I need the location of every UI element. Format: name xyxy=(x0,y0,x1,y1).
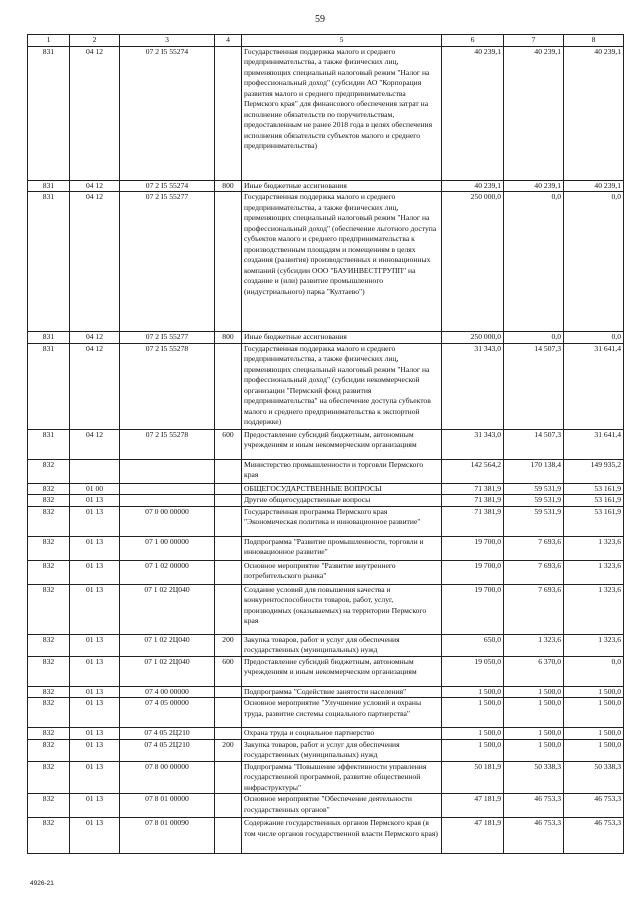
table-cell: 200 xyxy=(215,634,242,656)
table-cell: 1 323,6 xyxy=(564,634,624,656)
table-cell: 1 323,6 xyxy=(504,634,564,656)
table-cell: 1 500,0 xyxy=(504,698,564,728)
table-cell xyxy=(215,761,242,794)
table-cell xyxy=(120,483,215,495)
table-cell: 07 2 I5 55277 xyxy=(120,332,215,344)
table-row xyxy=(28,343,624,429)
table-cell: 07 2 I5 55274 xyxy=(120,46,215,180)
table-cell: 04 12 xyxy=(70,343,120,429)
table-cell: 04 12 xyxy=(70,429,120,459)
table-cell: 1 500,0 xyxy=(442,686,504,698)
table-cell: 600 xyxy=(215,429,242,459)
table-cell: 01 13 xyxy=(70,698,120,728)
table-cell: Закупка товаров, работ и услуг для обеспечения государственных (муниципальных) нужд xyxy=(242,739,442,761)
table-cell: Подпрограмма "Развитие промышленности, торговли и инновационное развитие" xyxy=(242,536,442,560)
table-cell: Государственная поддержка малого и среднего предпринимательства, а также физических лиц, применяющих специальный налоговый режим "Налог на профессиональный доход" (обеспечение льготного доступа субъектов малого и среднего предпринимательства к производственным площадям и помещениям в целях создания (развития) производственных и инновационных компаний (субсидии ООО "БАУИНВЕСТГРУПП" на создание и (или) развитие промышленного (индустриального) парка "Култаево") xyxy=(242,192,442,332)
table-cell: 71 381,9 xyxy=(442,506,504,536)
table-cell: 19 700,0 xyxy=(442,584,504,634)
table-cell xyxy=(215,794,242,818)
table-cell: 7 693,6 xyxy=(504,584,564,634)
table-cell: Подпрограмма "Содействие занятости населения" xyxy=(242,686,442,698)
table-row xyxy=(28,495,624,507)
table-cell: 07 4 05 2Ц210 xyxy=(120,728,215,740)
table-row xyxy=(28,634,624,656)
table-row xyxy=(28,506,624,536)
table-cell: 07 8 01 00090 xyxy=(120,818,215,854)
table-cell: 831 xyxy=(28,343,70,429)
table-cell: 07 2 I5 55274 xyxy=(120,180,215,192)
table-cell xyxy=(215,192,242,332)
table-cell: 832 xyxy=(28,818,70,854)
table-cell: 831 xyxy=(28,46,70,180)
table-cell: 1 500,0 xyxy=(504,739,564,761)
table-cell: 46 753,3 xyxy=(564,818,624,854)
table-cell: 19 700,0 xyxy=(442,560,504,584)
table-cell: Основное мероприятие "Развитие внутреннего потребительского рынка" xyxy=(242,560,442,584)
table-cell: 831 xyxy=(28,429,70,459)
table-cell: Другие общегосударственные вопросы xyxy=(242,495,442,507)
col-header: 1 xyxy=(28,35,70,47)
table-cell: 47 181,9 xyxy=(442,818,504,854)
table-cell: 1 500,0 xyxy=(564,728,624,740)
table-cell: 04 12 xyxy=(70,46,120,180)
table-cell: 50 181,9 xyxy=(442,761,504,794)
table-cell: 831 xyxy=(28,332,70,344)
table-cell: 200 xyxy=(215,739,242,761)
table-cell: 01 13 xyxy=(70,495,120,507)
table-row xyxy=(28,46,624,180)
table-cell: 0,0 xyxy=(564,656,624,686)
table-cell: 832 xyxy=(28,495,70,507)
table-cell: 7 693,6 xyxy=(504,536,564,560)
table-cell: 0,0 xyxy=(564,332,624,344)
table-row xyxy=(28,459,624,483)
table-cell: 01 13 xyxy=(70,560,120,584)
table-cell: 1 500,0 xyxy=(442,728,504,740)
table-cell: 800 xyxy=(215,332,242,344)
table-cell: 19 700,0 xyxy=(442,536,504,560)
table-cell xyxy=(215,483,242,495)
table-cell: 6 370,0 xyxy=(504,656,564,686)
table-cell: 832 xyxy=(28,739,70,761)
table-row xyxy=(28,656,624,686)
table-cell xyxy=(215,46,242,180)
table-cell: 832 xyxy=(28,506,70,536)
table-row xyxy=(28,728,624,740)
table-cell: Государственная поддержка малого и среднего предпринимательства, а также физических лиц, применяющих специальный налоговый режим "Налог на профессиональный доход" (субсидии АО "Корпорация развития малого и среднего предпринимательства Пермского края" для финансового обеспечения затрат на исполнение обязательств по поручительствам, предоставленным не ранее 2018 года в целях обеспечения исполнения обязательств субъектов малого и среднего предпринимательства) xyxy=(242,46,442,180)
table-cell: 31 641,4 xyxy=(564,343,624,429)
table-cell: 07 2 I5 55277 xyxy=(120,192,215,332)
table-cell xyxy=(70,459,120,483)
table-cell xyxy=(215,584,242,634)
col-header: 5 xyxy=(242,35,442,47)
table-cell xyxy=(215,459,242,483)
table-cell: 832 xyxy=(28,761,70,794)
table-cell: Иные бюджетные ассигнования xyxy=(242,180,442,192)
table-row xyxy=(28,536,624,560)
table-cell: 142 564,2 xyxy=(442,459,504,483)
table-cell: Создание условий для повышения качества и конкурентоспособности товаров, работ, услуг, производимых (оказываемых) на территории Пермского края xyxy=(242,584,442,634)
table-cell: 0,0 xyxy=(504,332,564,344)
table-row xyxy=(28,332,624,344)
table-cell: Государственная поддержка малого и среднего предпринимательства, а также физических лиц, применяющих специальный налоговый режим "Налог на профессиональный доход" (субсидии некоммерческой организации "Пермский фонд развития предпринимательства" на обеспечение доступа субъектов малого и среднего предпринимательства к экспортной поддержке) xyxy=(242,343,442,429)
table-cell: Подпрограмма "Повышение эффективности управления государственной программой, развитие общественной инфраструктуры" xyxy=(242,761,442,794)
table-cell: Министерство промышленности и торговли Пермского края xyxy=(242,459,442,483)
table-cell: 07 8 01 00000 xyxy=(120,794,215,818)
table-cell xyxy=(120,459,215,483)
table-cell: 832 xyxy=(28,634,70,656)
table-cell: 31 343,0 xyxy=(442,343,504,429)
col-header: 2 xyxy=(70,35,120,47)
table-cell: 250 000,0 xyxy=(442,332,504,344)
table-cell: 01 13 xyxy=(70,536,120,560)
table-row xyxy=(28,739,624,761)
table-cell: 832 xyxy=(28,483,70,495)
table-cell: Закупка товаров, работ и услуг для обеспечения государственных (муниципальных) нужд xyxy=(242,634,442,656)
budget-table-container xyxy=(27,34,623,854)
table-cell: 01 13 xyxy=(70,794,120,818)
table-row xyxy=(28,560,624,584)
table-cell: 149 935,2 xyxy=(564,459,624,483)
table-cell: 1 500,0 xyxy=(504,686,564,698)
table-cell: 01 13 xyxy=(70,739,120,761)
table-cell: 250 000,0 xyxy=(442,192,504,332)
table-cell: 40 239,1 xyxy=(564,180,624,192)
table-cell: 07 1 02 2Ц040 xyxy=(120,584,215,634)
table-cell: 01 13 xyxy=(70,686,120,698)
table-cell: 07 1 02 00000 xyxy=(120,560,215,584)
col-header: 4 xyxy=(215,35,242,47)
table-cell: 832 xyxy=(28,459,70,483)
table-cell: 31 641,4 xyxy=(564,429,624,459)
table-cell: 7 693,6 xyxy=(504,560,564,584)
table-cell: 07 1 02 2Ц040 xyxy=(120,634,215,656)
table-cell: 1 500,0 xyxy=(564,739,624,761)
table-cell: Государственная программа Пермского края "Экономическая политика и инновационное развитие" xyxy=(242,506,442,536)
table-row xyxy=(28,794,624,818)
table-cell: 1 323,6 xyxy=(564,584,624,634)
budget-table xyxy=(27,34,624,854)
table-cell xyxy=(215,343,242,429)
table-cell: 1 323,6 xyxy=(564,536,624,560)
table-cell: 832 xyxy=(28,728,70,740)
table-cell: 14 507,3 xyxy=(504,429,564,459)
table-cell: Охрана труда и социальное партнерство xyxy=(242,728,442,740)
table-cell: 07 1 00 00000 xyxy=(120,536,215,560)
table-cell: 46 753,3 xyxy=(504,818,564,854)
table-cell xyxy=(215,560,242,584)
col-header: 6 xyxy=(442,35,504,47)
table-cell xyxy=(215,506,242,536)
header-row xyxy=(28,35,624,47)
table-cell: 1 500,0 xyxy=(564,698,624,728)
table-cell: 01 13 xyxy=(70,634,120,656)
table-cell: 650,0 xyxy=(442,634,504,656)
table-cell: 07 4 05 00000 xyxy=(120,698,215,728)
table-row xyxy=(28,584,624,634)
table-row xyxy=(28,483,624,495)
table-cell: 40 239,1 xyxy=(504,46,564,180)
table-cell: 01 13 xyxy=(70,818,120,854)
table-cell: 04 12 xyxy=(70,180,120,192)
table-cell: 01 13 xyxy=(70,728,120,740)
table-cell: 832 xyxy=(28,656,70,686)
table-row xyxy=(28,429,624,459)
table-cell: 07 0 00 00000 xyxy=(120,506,215,536)
table-cell: 46 753,3 xyxy=(504,794,564,818)
table-cell: 831 xyxy=(28,192,70,332)
table-row xyxy=(28,192,624,332)
table-cell: 832 xyxy=(28,536,70,560)
footer-code: 4926-21 xyxy=(30,880,54,887)
table-cell: 59 531,9 xyxy=(504,506,564,536)
table-cell: Иные бюджетные ассигнования xyxy=(242,332,442,344)
table-cell: 31 343,0 xyxy=(442,429,504,459)
table-cell: 0,0 xyxy=(564,192,624,332)
table-cell: 53 161,9 xyxy=(564,495,624,507)
table-row xyxy=(28,698,624,728)
table-cell: 04 12 xyxy=(70,332,120,344)
table-cell: 53 161,9 xyxy=(564,506,624,536)
table-cell: 46 753,3 xyxy=(564,794,624,818)
table-cell: 07 2 I5 55278 xyxy=(120,429,215,459)
table-cell: 50 338,3 xyxy=(564,761,624,794)
table-cell: 01 13 xyxy=(70,761,120,794)
col-header: 8 xyxy=(564,35,624,47)
col-header: 7 xyxy=(504,35,564,47)
table-cell: ОБЩЕГОСУДАРСТВЕННЫЕ ВОПРОСЫ xyxy=(242,483,442,495)
table-cell xyxy=(215,686,242,698)
table-cell: 40 239,1 xyxy=(442,180,504,192)
table-cell: 1 500,0 xyxy=(504,728,564,740)
table-cell: Содержание государственных органов Пермского края (в том числе органов государственной власти Пермского края) xyxy=(242,818,442,854)
table-cell xyxy=(215,495,242,507)
table-row xyxy=(28,686,624,698)
table-cell: Основное мероприятие "Улучшение условий и охраны труда, развитие системы социального партнерства" xyxy=(242,698,442,728)
table-cell xyxy=(215,728,242,740)
table-cell: Предоставление субсидий бюджетным, автономным учреждениям и иным некоммерческим организациям xyxy=(242,429,442,459)
table-cell xyxy=(215,818,242,854)
table-row xyxy=(28,180,624,192)
table-cell: 170 138,4 xyxy=(504,459,564,483)
table-cell: 40 239,1 xyxy=(504,180,564,192)
table-cell xyxy=(215,698,242,728)
table-cell: 07 8 00 00000 xyxy=(120,761,215,794)
table-cell: 1 500,0 xyxy=(442,739,504,761)
table-cell: 832 xyxy=(28,560,70,584)
table-cell: 04 12 xyxy=(70,192,120,332)
table-cell: 1 500,0 xyxy=(442,698,504,728)
table-cell: 53 161,9 xyxy=(564,483,624,495)
table-cell: 832 xyxy=(28,584,70,634)
table-cell: 01 13 xyxy=(70,656,120,686)
table-cell xyxy=(215,536,242,560)
table-cell: 40 239,1 xyxy=(442,46,504,180)
table-cell: 832 xyxy=(28,686,70,698)
table-row xyxy=(28,761,624,794)
table-cell: 59 531,9 xyxy=(504,483,564,495)
table-cell: Основное мероприятие "Обеспечение деятельности государственных органов" xyxy=(242,794,442,818)
table-body xyxy=(28,46,624,854)
table-cell: 1 323,6 xyxy=(564,560,624,584)
col-header: 3 xyxy=(120,35,215,47)
table-cell: 1 500,0 xyxy=(564,686,624,698)
table-cell: 40 239,1 xyxy=(564,46,624,180)
table-cell: Предоставление субсидий бюджетным, автономным учреждениям и иным некоммерческим организациям xyxy=(242,656,442,686)
table-cell: 50 338,3 xyxy=(504,761,564,794)
table-cell xyxy=(120,495,215,507)
page-number: 59 xyxy=(315,14,325,25)
table-cell: 0,0 xyxy=(504,192,564,332)
table-cell: 01 13 xyxy=(70,506,120,536)
table-cell: 800 xyxy=(215,180,242,192)
table-cell: 832 xyxy=(28,794,70,818)
table-cell: 71 381,9 xyxy=(442,495,504,507)
table-cell: 71 381,9 xyxy=(442,483,504,495)
table-cell: 600 xyxy=(215,656,242,686)
table-row xyxy=(28,818,624,854)
table-cell: 832 xyxy=(28,698,70,728)
table-cell: 59 531,9 xyxy=(504,495,564,507)
table-cell: 07 4 05 2Ц210 xyxy=(120,739,215,761)
table-cell: 07 4 00 00000 xyxy=(120,686,215,698)
table-cell: 01 13 xyxy=(70,584,120,634)
table-cell: 831 xyxy=(28,180,70,192)
table-cell: 07 1 02 2Ц040 xyxy=(120,656,215,686)
table-cell: 07 2 I5 55278 xyxy=(120,343,215,429)
table-cell: 19 050,0 xyxy=(442,656,504,686)
table-cell: 01 00 xyxy=(70,483,120,495)
table-cell: 14 507,3 xyxy=(504,343,564,429)
table-cell: 47 181,9 xyxy=(442,794,504,818)
